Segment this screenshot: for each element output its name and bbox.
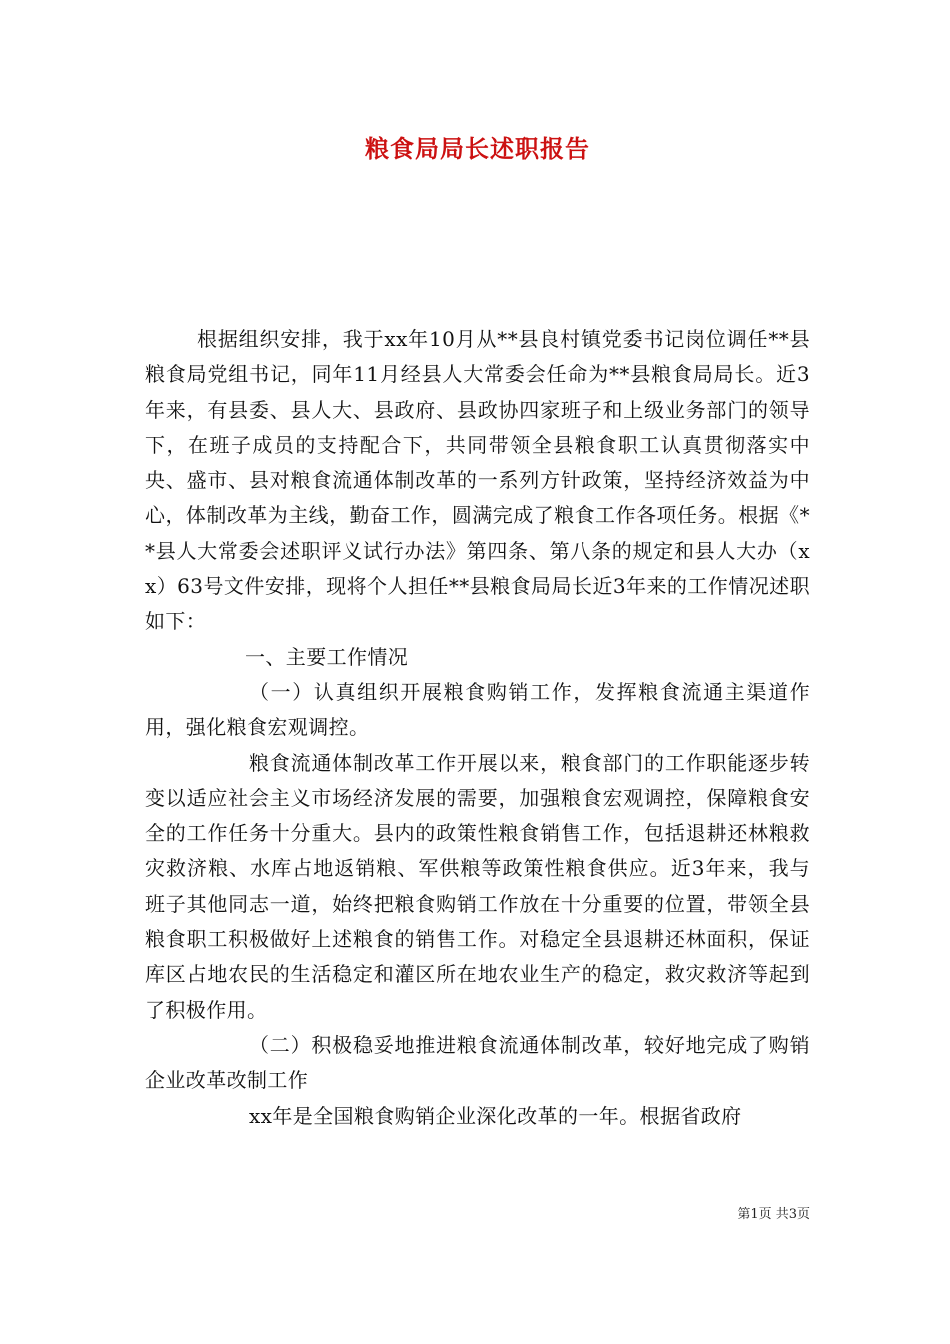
paragraph-reform-year: xx年是全国粮食购销企业深化改革的一年。根据省政府 — [249, 1103, 742, 1128]
paragraph-grain-circulation: 粮食流通体制改革工作开展以来，粮食部门的工作职能逐步转变以适应社会主义市场经济发展的需要，加强粮食宏观调控，保障粮食安全的工作任务十分重大。县内的政策性粮食销售工作，包括退耕还林粮救灾救济粮、水库占地返销粮、军供粮等政策性粮食供应。近3年来，我与班子其他同志一道，始终把粮食购销工作放在十分重要的位置，带领全县粮食职工积极做好上述粮食的销售工作。对稳定全县退耕还林面积，保证库区占地农民的生活稳定和灌区所在地农业生产的稳定，救灾救济等起到了积极作用。 — [145, 750, 810, 1022]
subsection-heading-2: （二）积极稳妥地推进粮食流通体制改革，较好地完成了购销企业改革改制工作 — [145, 1032, 810, 1093]
section-heading-main-work: 一、主要工作情况 — [245, 644, 409, 669]
document-title: 粮食局局长述职报告 — [365, 134, 590, 163]
document-body — [145, 322, 810, 1134]
page-number: 第1页 共3页 — [737, 1207, 810, 1222]
subsection-heading-1: （一）认真组织开展粮食购销工作，发挥粮食流通主渠道作用，强化粮食宏观调控。 — [145, 679, 810, 740]
paragraph-intro: 根据组织安排，我于xx年10月从**县良村镇党委书记岗位调任**县粮食局党组书记，同年11月经县人大常委会任命为**县粮食局局长。近3年来，有县委、县人大、县政府、县政协四家班子和上级业务部门的领导下，在班子成员的支持配合下，共同带领全县粮食职工认真贯彻落实中央、盛市、县对粮食流通体制改革的一系列方针政策，坚持经济效益为中心，体制改革为主线，勤奋工作，圆满完成了粮食工作各项任务。根据《**县人大常委会述职评义试行办法》第四条、第八条的规定和县人大办（xx）63号文件安排，现将个人担任**县粮食局局长近3年来的工作情况述职如下： — [145, 327, 810, 634]
